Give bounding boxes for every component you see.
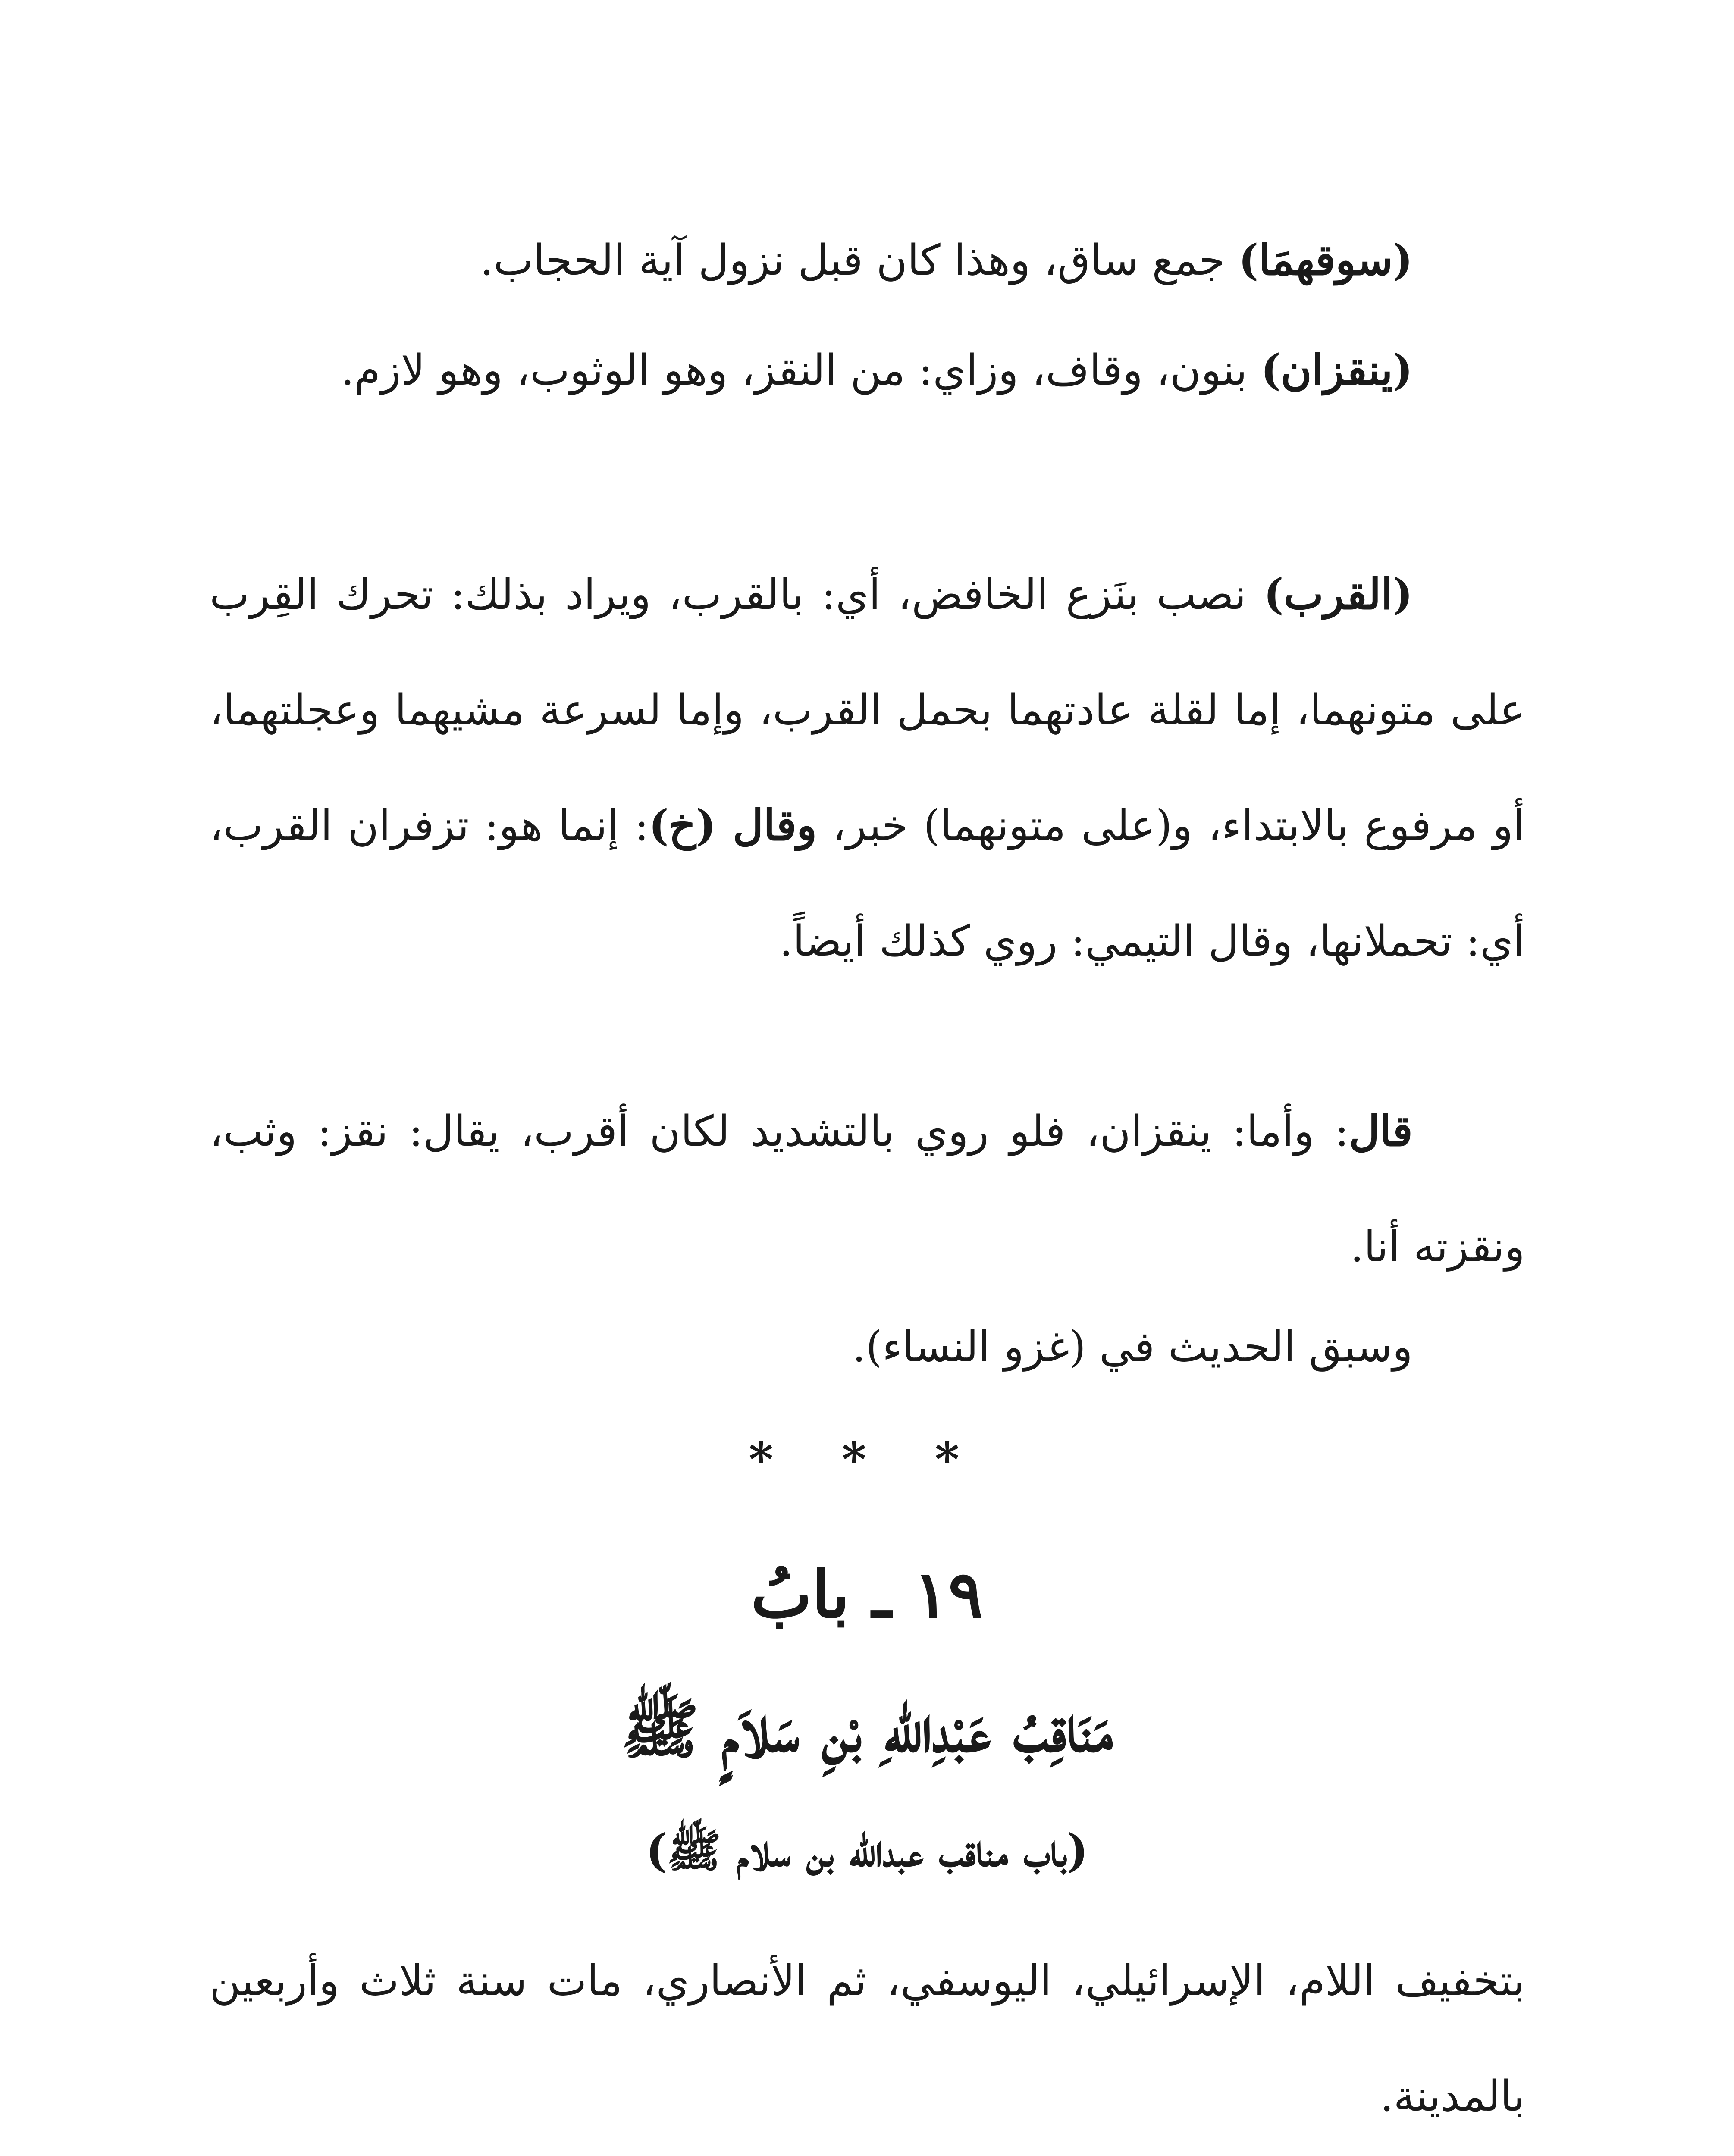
paragraph-text-2: : إنما هو: تزفران القرب، أي: تحملانها، وقال التيمي: روي كذلك أيضاً. [210,801,1525,966]
section-separator: * * * [748,1432,986,1487]
paragraph-sabaqa [210,1289,1525,1405]
term: (سوقهمَا) [1238,235,1413,285]
term: (ينقزان) [1261,345,1413,395]
paragraph-suqihima [210,203,1525,318]
paragraph-text: وسبق الحديث في (غزو النساء). [852,1322,1413,1372]
paragraph-yanquzan [210,313,1525,428]
term: قال [1349,1106,1413,1156]
paragraph-qala [210,1074,1525,1305]
paragraph-text: : وأما: ينقزان، فلو روي بالتشديد لكان أقرب، يقال: نقز: وثب، ونقزته أنا. [210,1107,1525,1272]
paragraph-text: بنون، وقاف، وزاي: من النقز، وهو الوثوب، وهو لازم. [341,346,1261,395]
chapter-title: مَنَاقِبُ عَبْدِاللهِ بْنِ سَلاَمٍ ﷺ [621,1691,1113,1767]
paragraph-qurab [210,537,1525,999]
chapter-number: ١٩ ـ بابُ [751,1557,983,1633]
term: (القرب) [1264,570,1413,619]
term-bukhari: وقال (خ) [649,801,817,850]
chapter-paragraph: بتخفيف اللام، الإسرائيلي، اليوسفي، ثم الأنصاري، مات سنة ثلاث وأربعين بالمدينة. [210,1956,1525,2121]
paragraph-text: نصب بنَزع الخافض، أي: بالقرب، ويراد بذلك: تحرك القِرب على متونهما، إما لقلة عادتهما بحمل القرب، وإما لسرعة مشيهما وعجلتهما، أو مرفوع بالابتداء، و(على متونهما) خبر، [210,570,1525,850]
chapter-subtitle: (باب مناقب عبدالله بن سلام ﷺ) [646,1824,1088,1877]
paragraph-text: جمع ساق، وهذا كان قبل نزول آية الحجاب. [480,236,1239,285]
